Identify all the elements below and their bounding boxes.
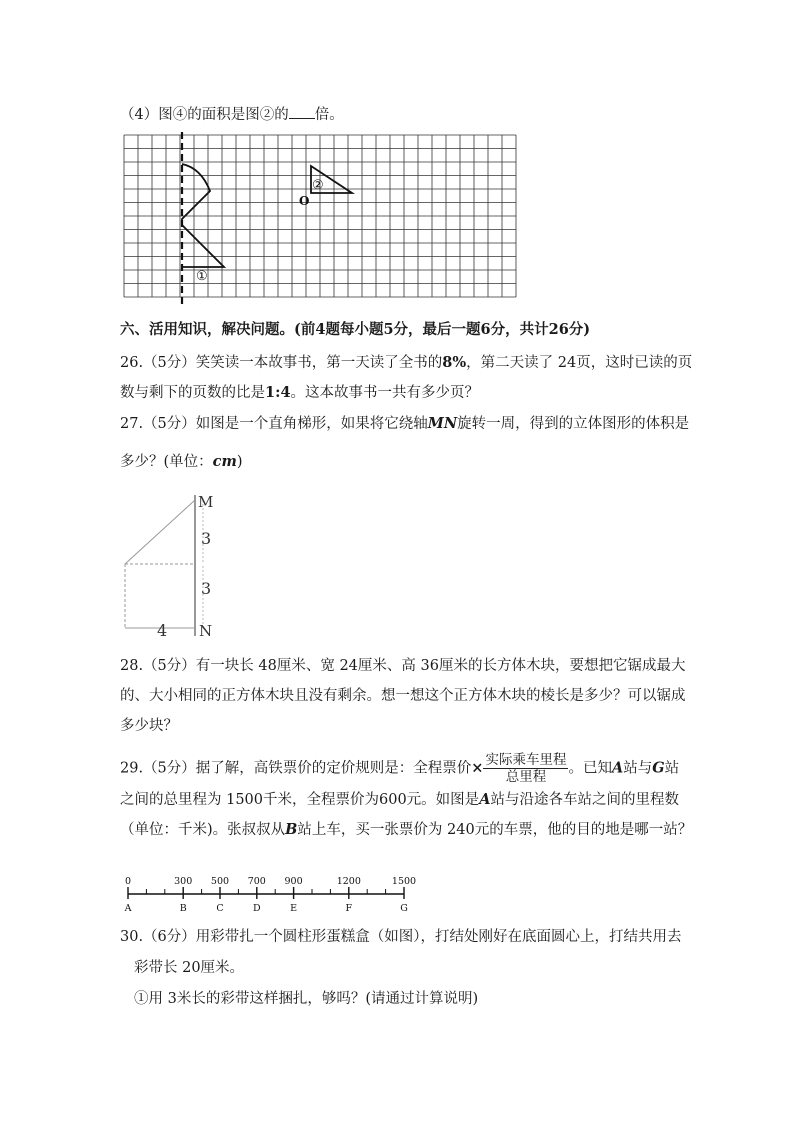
- shape-1-label: ①: [196, 269, 208, 284]
- distance-label: 1200: [336, 876, 361, 887]
- q30-line1: 30.（6分）用彩带扎一个圆柱形蛋糕盒（如图），打结处刚好在底面圆心上，打结共用去: [120, 929, 682, 945]
- point-o-label: O: [299, 194, 310, 208]
- q28-line3: 多少块？: [120, 718, 178, 734]
- label-m: M: [198, 493, 214, 511]
- station-label: D: [252, 903, 261, 914]
- station-label: C: [216, 903, 224, 914]
- q30-sub1: ①用 3米长的彩带这样捆扎，够吗？(请通过计算说明): [134, 991, 479, 1007]
- shape-2-label: ②: [312, 178, 324, 193]
- station-label: A: [124, 903, 132, 914]
- q29-line1: 29.（5分）据了解，高铁票价的定价规则是：全程票价× $\frac{\text{实际乘车里程}}{\text{总里程}}$ 。已知A站与G站: [120, 752, 680, 785]
- q25-part4: （4）图④的面积是图②的 倍。: [120, 104, 344, 125]
- q26-line1: 26.（5分）笑笑读一本故事书，第一天读了全书的8%，第二天读了 24页，这时已读的页: [120, 354, 693, 371]
- trapezoid-slant: [125, 500, 195, 564]
- distance-number-line: [118, 872, 418, 916]
- q26-line2: 数与剩下的页数的比是1:4。这本故事书一共有多少页？: [120, 384, 480, 401]
- q27-line1: 27.（5分）如图是一个直角梯形，如果将它绕轴MN旋转一周，得到的立体图形的体积是: [120, 415, 690, 432]
- station-label: B: [179, 903, 187, 914]
- distance-label: 300: [174, 876, 193, 887]
- label-bottom-4: 4: [157, 621, 168, 640]
- grid-figure: [115, 130, 520, 310]
- q29-line2: 之间的总里程为 1500千米，全程票价为600元。如图是A站与沿途各车站之间的里程数: [120, 791, 679, 808]
- label-n: N: [199, 622, 213, 640]
- station-label: F: [345, 903, 353, 914]
- distance-label: 0: [124, 876, 132, 887]
- distance-label: 700: [247, 876, 266, 887]
- label-upper-3: 3: [201, 529, 212, 548]
- q27-line2: 多少？(单位：cm): [120, 453, 243, 470]
- label-lower-3: 3: [201, 579, 212, 598]
- trapezoid-figure: [115, 490, 225, 640]
- shape-1: [182, 164, 224, 267]
- q29-line3: （单位：千米)。张叔叔从B站上车，买一张票价为 240元的车票，他的目的地是哪一站？: [120, 821, 693, 838]
- section-6-title: 六、活用知识，解决问题。(前4题每小题5分，最后一题6分，共计26分): [120, 321, 591, 338]
- distance-label: 500: [210, 876, 230, 887]
- station-label: E: [290, 903, 298, 914]
- fare-fraction: $\frac{\text{实际乘车里程}}{\text{总里程}}$: [485, 752, 567, 785]
- q28-line2: 的、大小相同的正方体木块且没有剩余。想一想这个正方体木块的棱长是多少？可以锯成: [120, 688, 686, 704]
- answer-blank[interactable]: [289, 104, 315, 119]
- q28-line1: 28.（5分）有一块长 48厘米、宽 24厘米、高 36厘米的长方体木块，要想把它锯成最大: [120, 658, 686, 674]
- q30-line2: 彩带长 20厘米。: [134, 960, 245, 976]
- station-label: G: [400, 903, 408, 914]
- distance-label: 1500: [391, 876, 417, 887]
- distance-label: 900: [284, 876, 303, 887]
